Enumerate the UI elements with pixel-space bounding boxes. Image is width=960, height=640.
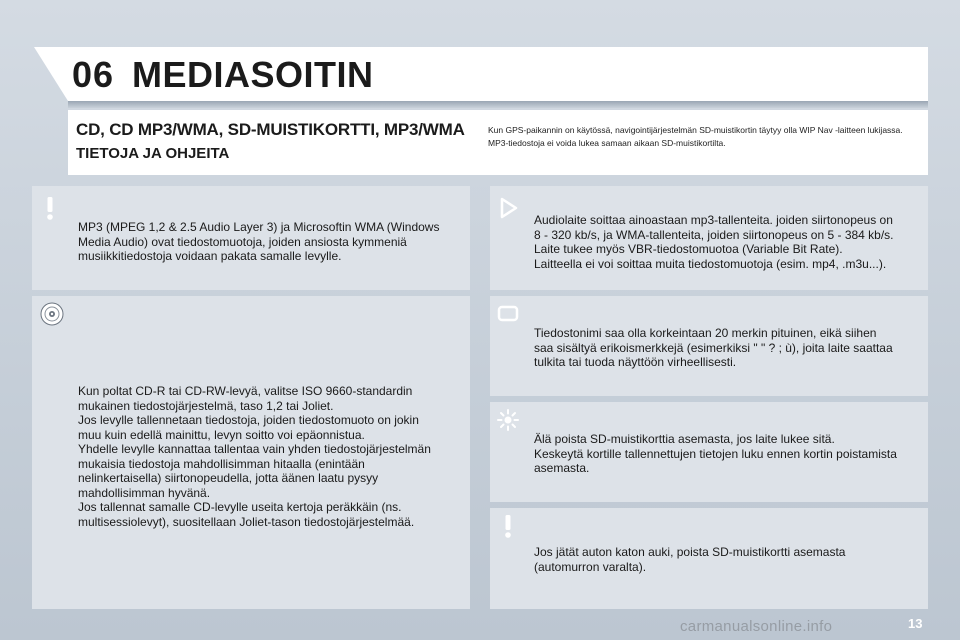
panel-audio-formats-text: Audiolaite soittaa ainoastaan mp3-tallenteita. joiden siirtonopeus on 8 - 320 kb/s, ja WMA-tallenteita, joiden siirtonopeus on 5 - 384 kb/s. Laite tukee myös VBR-tiedostomuotoa (Variable Bit Rate). Laitteella ei voi soittaa muita tiedostomuotoja (esim. mp4, .m3u...). [534,213,894,271]
gps-note-line-2: MP3-tiedostoja ei voida lukea samaan aikaan SD-muistikortilta. [488,138,726,148]
gps-note-line-1: Kun GPS-paikannin on käytössä, navigointijärjestelmän SD-muistikortin täytyy olla WIP Nav -laitteen lukijassa. [488,125,903,135]
panel-cd-burning-text: Kun poltat CD-R tai CD-RW-levyä, valitse ISO 9660-standardin mukainen tiedostojärjestelmä, taso 1,2 tai Joliet. Jos levylle tallennetaan tiedostoja, joiden tiedostomuoto on jokin muu kuin edellä mainittu, levyn soitto voi epäonnistua. Yhdelle levylle kannattaa tallentaa vain yhden tiedostojärjestelmän mukaisia tiedostoja mahdollisimman hitaalla (enintään nelinkertaisella) siirtonopeudella, jotta äänen laatu pysyy mahdollisimman hyvänä. Jos tallennat samalle CD-levylle useita kertoja peräkkäin (ns. multisessiolevyt), suositellaan Joliet-tason tiedostojärjestelmää. [78,384,431,529]
exclamation-icon [36,194,64,222]
panel-sd-removal-text: Älä poista SD-muistikorttia asemasta, jos laite lukee sitä. Keskeytä kortille tallennettujen tietojen luku ennen kortin poistamista asemasta. [534,432,897,475]
chapter-number: 06 [72,54,115,95]
watermark: carmanualsonline.info [680,618,833,635]
panel-mp3-wma-text: MP3 (MPEG 1,2 & 2.5 Audio Layer 3) ja Microsoftin WMA (Windows Media Audio) ovat tiedostomuotoja, joiden ansiosta kymmeniä musiikkitiedostoja voidaan pakata samalle levylle. [78,220,440,263]
section-title: CD, CD MP3/WMA, SD-MUISTIKORTTI, MP3/WMA [76,120,465,139]
panel-roof-warning-text: Jos jätät auton katon auki, poista SD-muistikortti asemasta (automurron varalta). [534,545,846,574]
panel-filename-rules-text: Tiedostonimi saa olla korkeintaan 20 merkin pituinen, eikä siihen saa sisältyä erikoismerkkejä (esimerkiksi " " ? ; ù), joita laite saattaa tulkita tai tuoda näyttöön virheellisesti. [534,326,893,369]
play-icon [494,194,522,222]
header-divider [68,101,928,108]
page-number: 13 [908,616,923,631]
exclamation-icon [494,512,522,540]
header-fold [34,47,68,101]
light-icon [494,406,522,434]
chapter-title: MEDIASOITIN [132,54,374,95]
section-subtitle: TIETOJA JA OHJEITA [76,145,230,162]
screen-icon [494,300,522,328]
gps-note [488,124,918,150]
disc-icon [38,300,66,328]
